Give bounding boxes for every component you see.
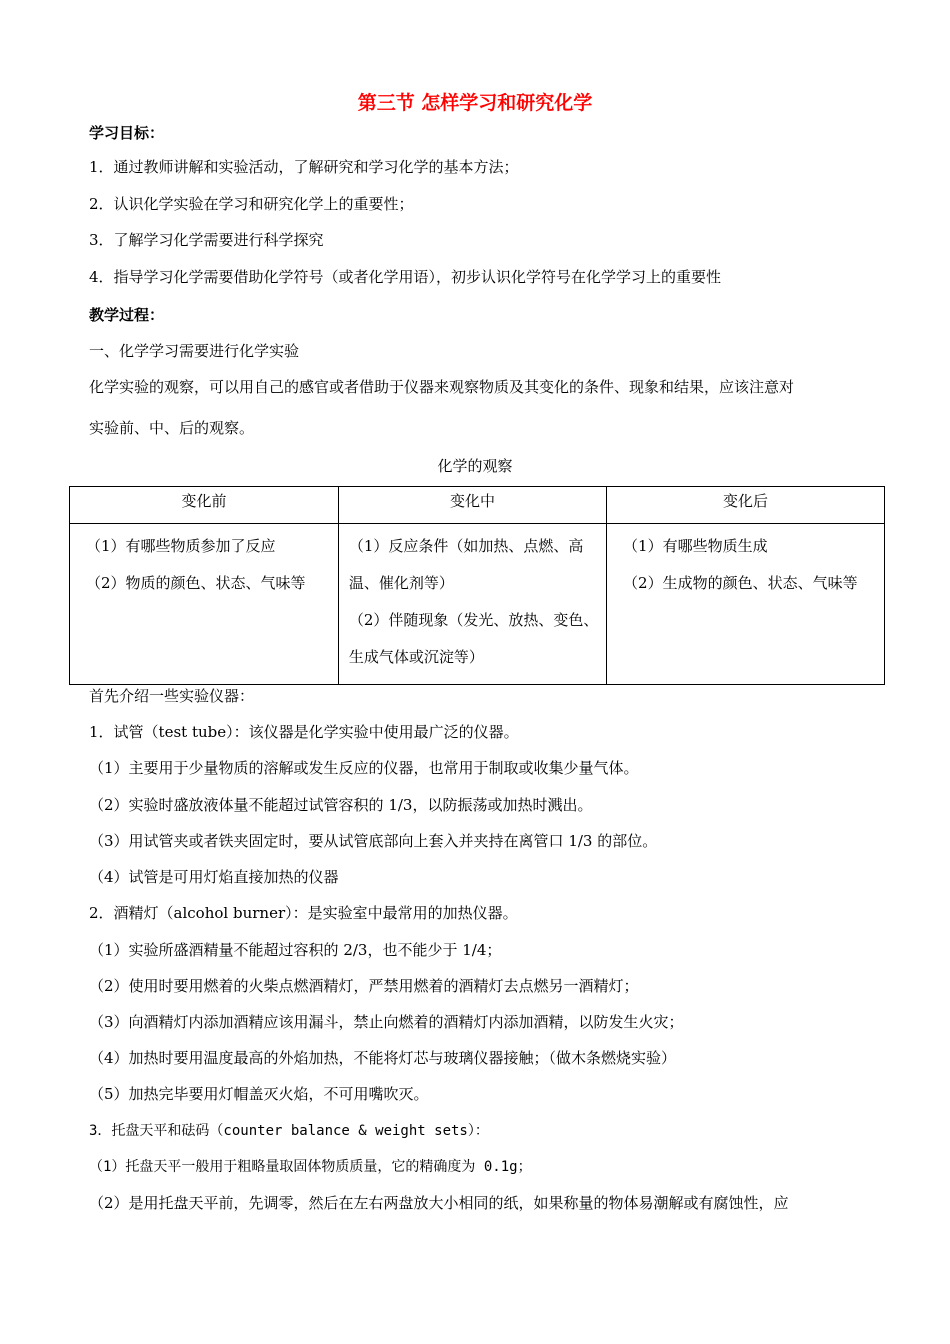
instrument-item: （4）试管是可用灯焰直接加热的仪器	[89, 868, 339, 886]
table-header-cell: 变化中	[338, 487, 606, 524]
table-cell-before	[70, 524, 339, 685]
cell-line: （1）有哪些物质生成	[623, 537, 768, 555]
objectives-heading: 学习目标：	[89, 124, 165, 142]
cell-line: （2）伴随现象（发光、放热、变色、生成气体或沉淀等）	[348, 611, 599, 666]
cell-line: （1）反应条件（如加热、点燃、高温、催化剂等）	[348, 537, 584, 592]
instrument-item: （4）加热时要用温度最高的外焰加热，不能将灯芯与玻璃仪器接触；（做木条燃烧实验）	[89, 1049, 677, 1067]
instrument-item: （2）实验时盛放液体量不能超过试管容积的 1/3，以防振荡或加热时溅出。	[89, 796, 593, 814]
instrument-item: （1）托盘天平一般用于粗略量取固体物质质量，它的精确度为 0.1g；	[89, 1159, 532, 1175]
instrument-item: （3）向酒精灯内添加酒精应该用漏斗，禁止向燃着的酒精灯内添加酒精，以防发生火灾；	[89, 1013, 684, 1031]
paragraph-line: 实验前、中、后的观察。	[89, 419, 255, 437]
instruments-intro: 首先介绍一些实验仪器：	[89, 687, 255, 705]
instrument-item: （1）实验所盛酒精量不能超过容积的 2/3，也不能少于 1/4；	[89, 941, 502, 959]
table-cell-during	[338, 524, 606, 685]
table-header-cell: 变化后	[607, 487, 885, 524]
instrument-item: （1）主要用于少量物质的溶解或发生反应的仪器，也常用于制取或收集少量气体。	[89, 759, 639, 777]
paragraph-line: 化学实验的观察，可以用自己的感官或者借助于仪器来观察物质及其变化的条件、现象和结果，应该注意对	[89, 378, 795, 396]
instrument-item: （2）使用时要用燃着的火柴点燃酒精灯，严禁用燃着的酒精灯去点燃另一酒精灯；	[89, 977, 639, 995]
observation-table	[69, 486, 885, 685]
objective-item: 3．了解学习化学需要进行科学探究	[89, 231, 324, 249]
instrument-item: （2）是用托盘天平前，先调零，然后在左右两盘放大小相同的纸，如果称量的物体易潮解或有腐蚀性，应	[89, 1194, 789, 1212]
instrument-item: （3）用试管夹或者铁夹固定时，要从试管底部向上套入并夹持在离管口 1/3 的部位。	[89, 832, 658, 850]
cell-line: （1）有哪些物质参加了反应	[86, 537, 276, 555]
instrument-item: （5）加热完毕要用灯帽盖灭火焰，不可用嘴吹灭。	[89, 1085, 429, 1103]
instrument-heading: 3．托盘天平和砝码（counter balance & weight sets）：	[89, 1123, 489, 1139]
table-caption: 化学的观察	[437, 457, 513, 475]
table-cell-after	[607, 524, 885, 685]
page-title: 第三节 怎样学习和研究化学	[357, 92, 593, 114]
instrument-heading: 1．试管（test tube）：该仪器是化学实验中使用最广泛的仪器。	[89, 723, 519, 741]
table-header-cell: 变化前	[70, 487, 339, 524]
cell-line: （2）物质的颜色、状态、气味等	[86, 574, 306, 592]
table-header-row	[70, 487, 885, 524]
objective-item: 1．通过教师讲解和实验活动，了解研究和学习化学的基本方法；	[89, 158, 519, 176]
instrument-heading: 2．酒精灯（alcohol burner）：是实验室中最常用的加热仪器。	[89, 904, 518, 922]
cell-line: （2）生成物的颜色、状态、气味等	[623, 574, 858, 592]
objective-item: 2．认识化学实验在学习和研究化学上的重要性；	[89, 195, 414, 213]
table-row	[70, 524, 885, 685]
objective-item: 4．指导学习化学需要借助化学符号（或者化学用语），初步认识化学符号在化学学习上的重要性	[89, 268, 722, 286]
section-heading: 一、化学学习需要进行化学实验	[89, 342, 300, 360]
process-heading: 教学过程：	[89, 306, 165, 324]
